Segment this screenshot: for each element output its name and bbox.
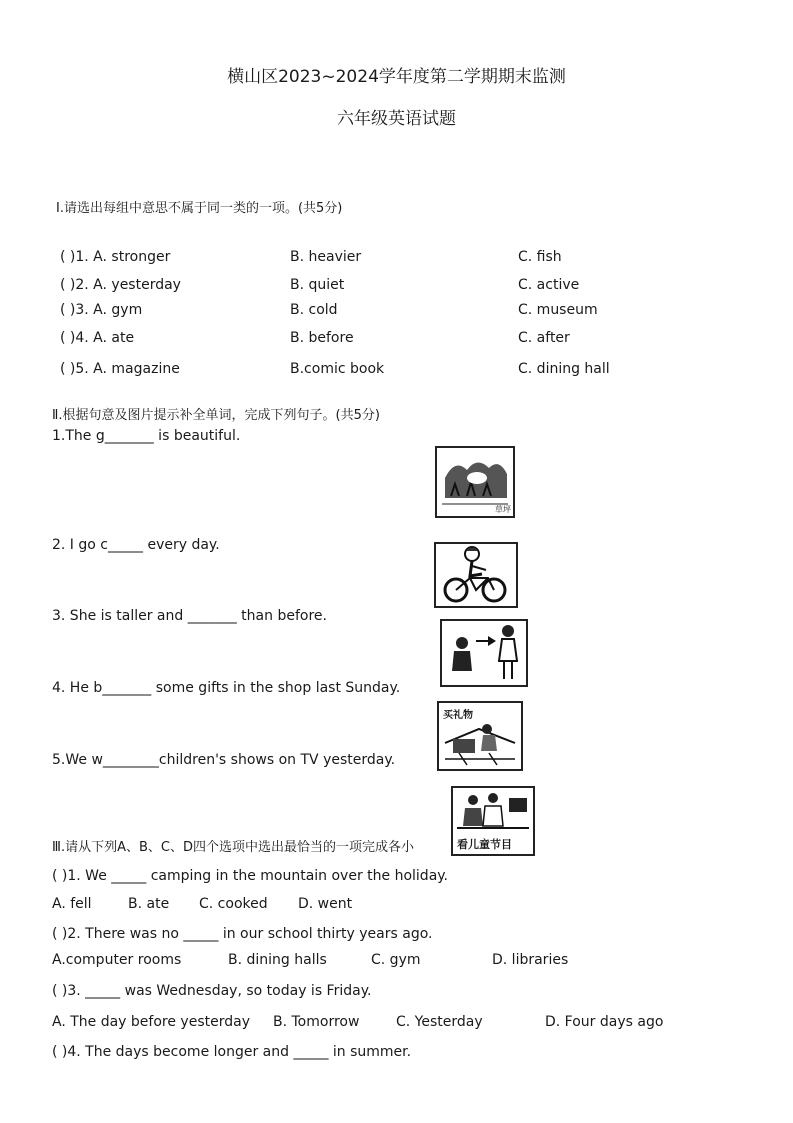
tv-picture — [451, 786, 535, 856]
s2-item2-blank: _____ — [108, 537, 143, 553]
growth-illustration — [442, 621, 526, 685]
s3-q1-opt-b: B. ate — [128, 896, 170, 912]
s1-q3-b: B. cold — [290, 302, 338, 318]
section3-heading: Ⅲ.请从下列A、B、C、D四个选项中选出最恰当的一项完成各小 — [52, 840, 414, 855]
s1-q5-b: B.comic book — [290, 361, 385, 377]
s3-q3-opt-d: D. Four days ago — [545, 1014, 664, 1030]
page-title: 横山区2023~2024学年度第二学期期末监测 — [227, 67, 566, 87]
s2-item4-blank: b_______ — [93, 680, 152, 696]
cycling-picture — [434, 542, 518, 608]
s1-q1-a: ( )1. A. stronger — [60, 249, 171, 265]
s3-q2-opt-d: D. libraries — [492, 952, 569, 968]
s1-q4-c: C. after — [518, 330, 570, 346]
s3-q2-opt-c: C. gym — [371, 952, 421, 968]
s2-item2 — [52, 537, 220, 553]
s1-q2-b: B. quiet — [290, 277, 345, 293]
s2-item4-post: some gifts in the shop last Sunday. — [151, 680, 401, 696]
s2-item5-pre: 5.We — [52, 752, 92, 768]
s3-q1-opt-c: C. cooked — [199, 896, 268, 912]
s2-item5-blank: w________ — [91, 752, 159, 768]
gifts-picture — [437, 701, 523, 771]
s2-item2-pre: 2. I go c — [52, 537, 108, 553]
s2-item3-pre: 3. She is taller and — [52, 608, 188, 624]
s3-q3-opt-b: B. Tomorrow — [273, 1014, 360, 1030]
s2-item1 — [52, 428, 240, 444]
section2-heading: Ⅱ.根据句意及图片提示补全单词，完成下列句子。(共5分) — [52, 408, 380, 423]
s1-q4-b: B. before — [290, 330, 354, 346]
gifts-label: 买礼物 — [443, 710, 473, 721]
s2-item4 — [52, 680, 400, 696]
s2-item1-post: is beautiful. — [153, 428, 241, 444]
s2-item5 — [52, 752, 395, 768]
tv-label: 看儿童节目 — [457, 838, 512, 851]
s1-q2-a: ( )2. A. yesterday — [60, 277, 181, 293]
s2-item3-post: than before. — [236, 608, 327, 624]
grass-label: 草坪 — [495, 505, 511, 514]
s3-q3-stem: ( )3. _____ was Wednesday, so today is Friday. — [52, 983, 372, 999]
s1-q5-a: ( )5. A. magazine — [60, 361, 180, 377]
s1-q1-b: B. heavier — [290, 249, 362, 265]
s2-item4-pre: 4. He — [52, 680, 94, 696]
s3-q1-opt-d: D. went — [298, 896, 353, 912]
s2-item5-post: children's shows on TV yesterday. — [158, 752, 396, 768]
s3-q2-stem: ( )2. There was no _____ in our school thirty years ago. — [52, 926, 433, 942]
page-subtitle: 六年级英语试题 — [337, 109, 456, 129]
s2-item1-pre: 1.The g — [52, 428, 105, 444]
s3-q1-stem: ( )1. We _____ camping in the mountain over the holiday. — [52, 868, 449, 884]
grass-picture — [435, 446, 515, 518]
bicycle-icon — [436, 544, 516, 606]
s2-item2-post: every day. — [143, 537, 220, 553]
s3-q2-opt-a: A.computer rooms — [52, 952, 182, 968]
s3-q2-opt-b: B. dining halls — [228, 952, 327, 968]
s2-item3-blank: _______ — [187, 608, 237, 624]
s1-q1-c: C. fish — [518, 249, 562, 265]
s1-q3-c: C. museum — [518, 302, 598, 318]
s1-q5-c: C. dining hall — [518, 361, 610, 377]
s2-item3 — [52, 608, 327, 624]
s3-q3-opt-c: C. Yesterday — [396, 1014, 483, 1030]
s3-q3-opt-a: A. The day before yesterday — [52, 1014, 250, 1030]
section1-heading: Ⅰ.请选出每组中意思不属于同一类的一项。(共5分) — [56, 201, 343, 216]
s1-q2-c: C. active — [518, 277, 580, 293]
s3-q1-opt-a: A. fell — [52, 896, 92, 912]
s1-q4-a: ( )4. A. ate — [60, 330, 135, 346]
s3-q4-stem: ( )4. The days become longer and _____ in summer. — [52, 1044, 412, 1060]
s2-item1-blank: _______ — [104, 428, 154, 444]
taller-picture — [440, 619, 528, 687]
s1-q3-a: ( )3. A. gym — [60, 302, 143, 318]
